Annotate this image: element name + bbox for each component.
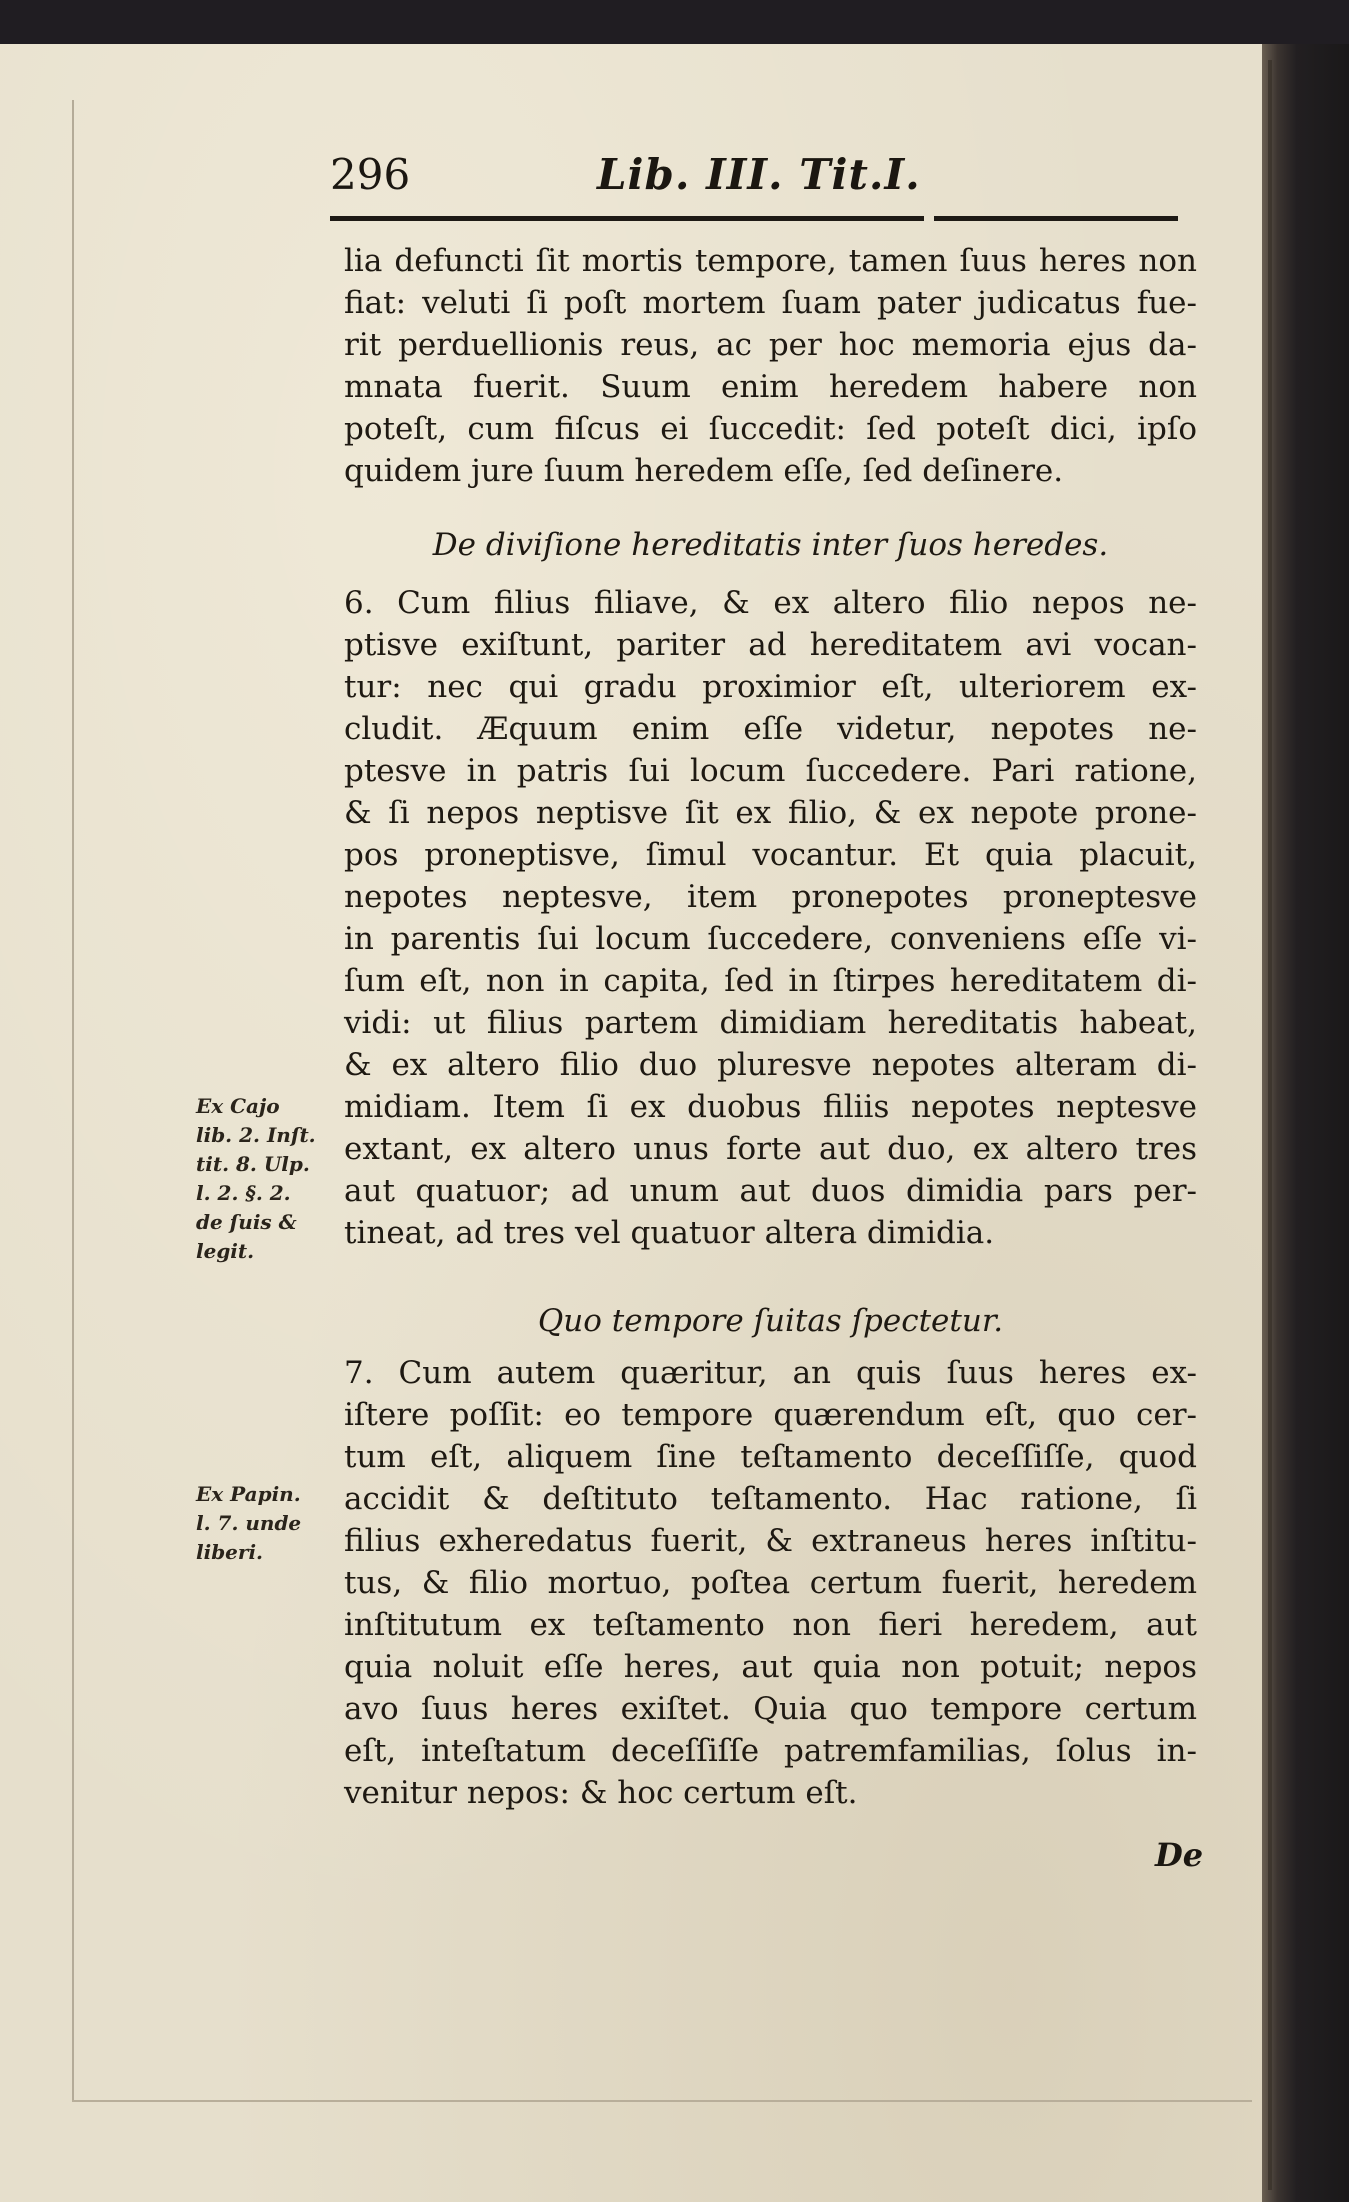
text-line: ptisve exiſtunt, pariter ad hereditatem avi vocan- [344, 627, 1197, 663]
citation-line: tit. 8. Ulp. [196, 1152, 310, 1176]
text-line: ſum eſt, non in capita, ſed in ſtirpes hereditatem di- [344, 963, 1197, 999]
page-edge-shadow [1262, 44, 1349, 2202]
text-line: venitur nepos: & hoc certum eſt. [344, 1775, 858, 1811]
text-line: quia noluit eſſe heres, aut quia non potuit; nepos [344, 1649, 1197, 1685]
text-line: tum eſt, aliquem ſine teſtamento deceſſiſſe, quod [344, 1439, 1197, 1475]
text-line: 7. Cum autem quæritur, an quis ſuus heres ex- [344, 1355, 1197, 1391]
text-line: fiat: veluti ſi poſt mortem ſuam pater judicatus fue- [344, 285, 1197, 321]
text-line: eſt, inteſtatum deceſſiſſe patremfamilias, ſolus in- [344, 1733, 1197, 1769]
text-line: quidem jure ſuum heredem eſſe, ſed deſinere. [344, 453, 1064, 489]
text-line: & ex altero filio duo pluresve nepotes alteram di- [344, 1047, 1197, 1083]
text-line: accidit & deſtituto teſtamento. Hac ratione, ſi [344, 1481, 1197, 1517]
citation-line: lib. 2. Inſt. [196, 1123, 316, 1147]
page-number: 296 [330, 150, 411, 199]
header-rule-right [934, 216, 1178, 221]
text-line: cludit. Æquum enim eſſe videtur, nepotes ne- [344, 711, 1197, 747]
text-line: avo ſuus heres exiſtet. Quia quo tempore certum [344, 1691, 1197, 1727]
header-rule-left [330, 216, 924, 221]
citation-line: de ſuis & [196, 1210, 297, 1234]
citation-line: liberi. [196, 1540, 264, 1564]
text-line: tineat, ad tres vel quatuor altera dimidia. [344, 1215, 995, 1251]
citation-line: l. 7. unde [196, 1511, 302, 1535]
running-head: Lib. III. Tit.I. [597, 150, 921, 199]
text-line: midiam. Item ſi ex duobus filiis nepotes neptesve [344, 1089, 1197, 1125]
text-line: mnata fuerit. Suum enim heredem habere non [344, 369, 1197, 405]
page-header [0, 150, 1262, 210]
citation-line: l. 2. §. 2. [196, 1181, 291, 1205]
text-line: iſtere poſſit: eo tempore quærendum eſt, quo cer- [344, 1397, 1197, 1433]
text-line: ptesve in patris ſui locum ſuccedere. Pari ratione, [344, 753, 1197, 789]
page-frame-bottom [72, 2100, 1252, 2102]
citation-line: legit. [196, 1239, 255, 1263]
text-line: aut quatuor; ad unum aut duos dimidia pars per- [344, 1173, 1197, 1209]
text-line: filius exheredatus fuerit, & extraneus heres inſtitu- [344, 1523, 1197, 1559]
margin-citation [196, 1092, 346, 1266]
text-line: tus, & filio mortuo, poſtea certum fuerit, heredem [344, 1565, 1197, 1601]
text-line: lia defuncti ſit mortis tempore, tamen ſuus heres non [344, 243, 1197, 279]
text-line: in parentis ſui locum ſuccedere, conveniens eſſe vi- [344, 921, 1197, 957]
text-line: & ſi nepos neptisve ſit ex filio, & ex nepote prone- [344, 795, 1197, 831]
citation-line: Ex Cajo [196, 1094, 280, 1118]
text-line: pos proneptisve, ſimul vocantur. Et quia placuit, [344, 837, 1197, 873]
scanner-background-top [0, 0, 1349, 48]
citation-line: Ex Papin. [196, 1482, 301, 1506]
text-line: poteſt, cum fiſcus ei ſuccedit: ſed poteſt dici, ipſo [344, 411, 1197, 447]
section-heading: De diviſione hereditatis inter ſuos heredes. [432, 527, 1109, 563]
text-line: inſtitutum ex teſtamento non fieri heredem, aut [344, 1607, 1197, 1643]
page-fold [1268, 60, 1272, 2190]
text-line: extant, ex altero unus forte aut duo, ex altero tres [344, 1131, 1197, 1167]
page-frame-left [72, 100, 74, 2100]
text-line: vidi: ut filius partem dimidiam hereditatis habeat, [344, 1005, 1197, 1041]
text-line: rit perduellionis reus, ac per hoc memoria ejus da- [344, 327, 1197, 363]
margin-citation [196, 1480, 346, 1567]
text-line: nepotes neptesve, item pronepotes proneptesve [344, 879, 1197, 915]
section-heading: Quo tempore ſuitas ſpectetur. [537, 1303, 1004, 1339]
text-line: tur: nec qui gradu proximior eſt, ulteriorem ex- [344, 669, 1197, 705]
text-line: 6. Cum filius filiave, & ex altero filio nepos ne- [344, 585, 1197, 621]
catchword: De [1155, 1836, 1204, 1874]
